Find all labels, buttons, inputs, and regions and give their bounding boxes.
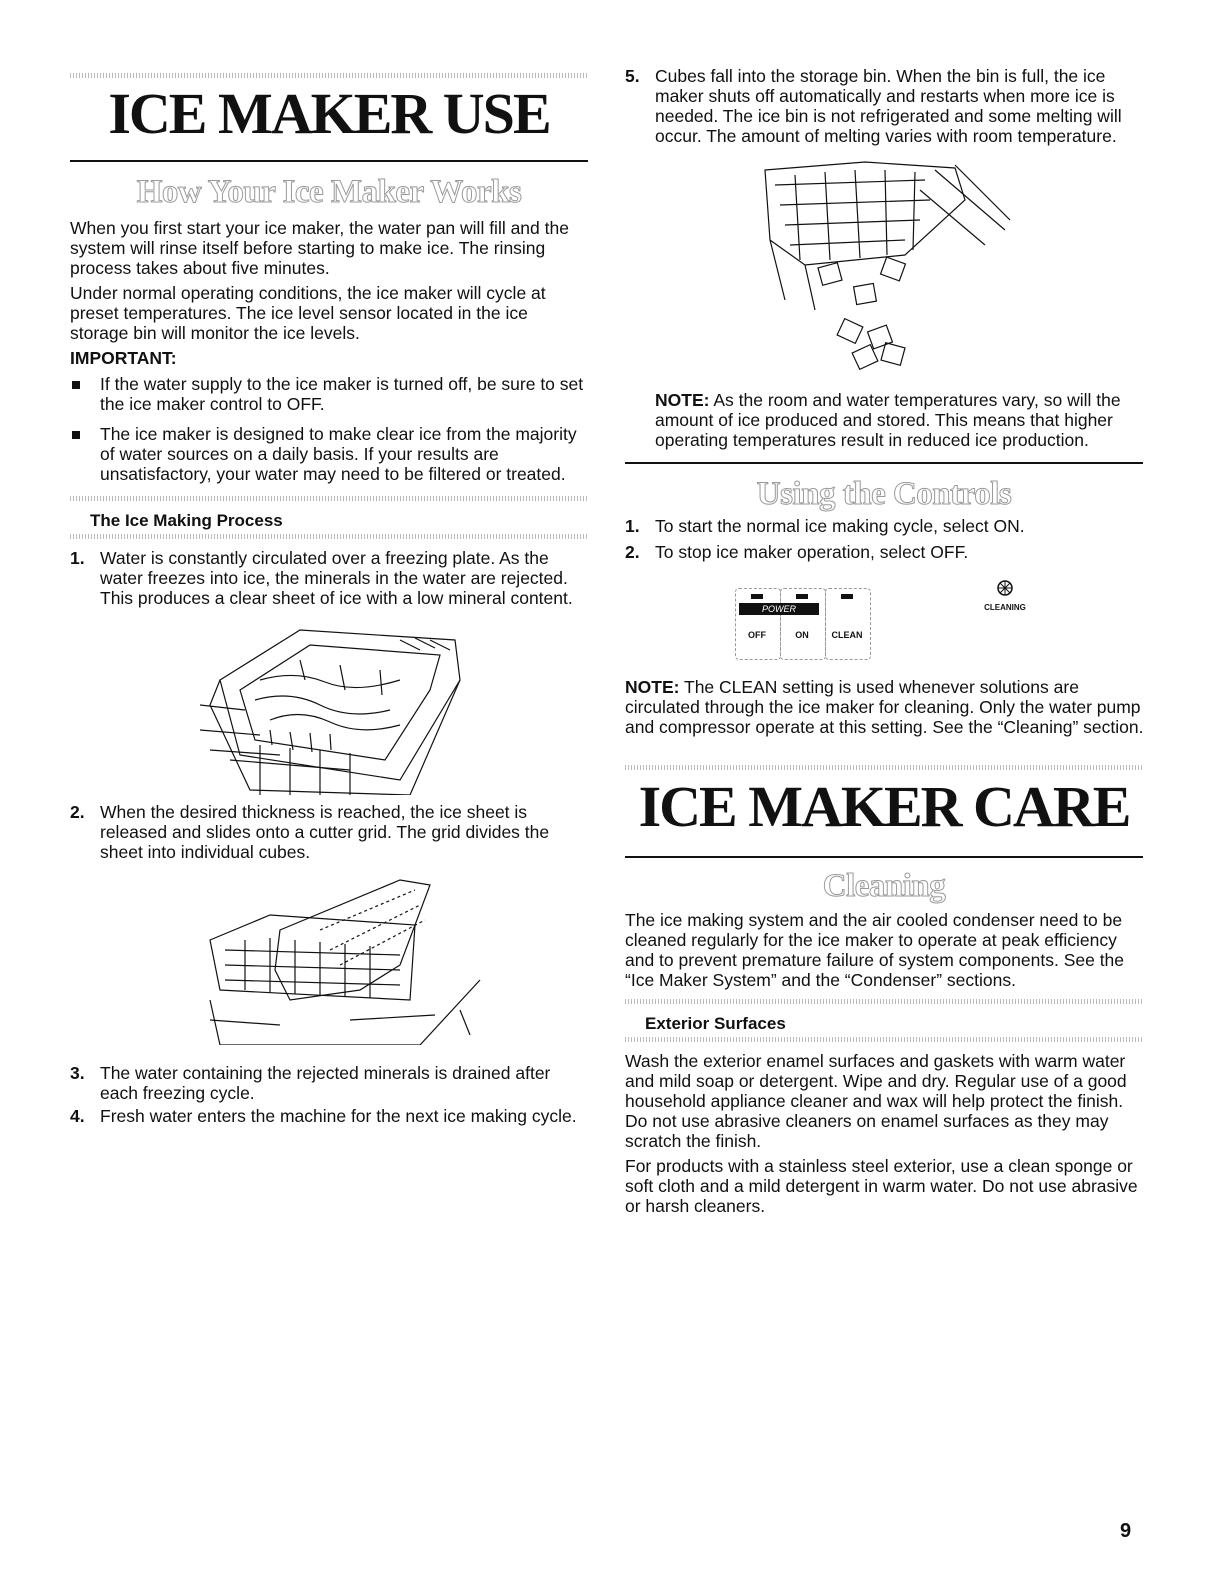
page-title: ICE MAKER USE bbox=[108, 81, 550, 146]
cleaning-light-icon bbox=[995, 578, 1015, 598]
note-1 bbox=[655, 390, 1150, 450]
exterior-heading: Exterior Surfaces bbox=[645, 1014, 786, 1033]
important-label: IMPORTANT: bbox=[70, 348, 177, 368]
step-item bbox=[625, 66, 1145, 146]
bullet-text: The ice maker is designed to make clear ice from the majority of water sources on a daily basis. If your results are unsatisfactory, your water may need to be filtered or treated. bbox=[100, 424, 577, 484]
cleaning-label: CLEANING bbox=[984, 603, 1026, 612]
controls-rule bbox=[625, 462, 1143, 464]
step-item bbox=[70, 1063, 590, 1103]
step-text: When the desired thickness is reached, the ice sheet is released and slides onto a cutter grid. The grid divides the sheet into individual cubes. bbox=[100, 802, 550, 862]
power-label: POWER bbox=[739, 603, 819, 615]
bullet-item bbox=[70, 374, 590, 414]
step-text: Water is constantly circulated over a freezing plate. As the water freezes into ice, the minerals in the water are rejected. This produces a clear sheet of ice with a low mineral content. bbox=[100, 548, 573, 608]
freezing-plate-illustration bbox=[200, 620, 470, 795]
exterior-paragraph-2: For products with a stainless steel exterior, use a clean sponge or soft cloth and a mild detergent in warm water. Do not use abrasive or harsh cleaners. bbox=[625, 1156, 1138, 1216]
on-indicator-icon bbox=[796, 594, 808, 599]
step-text: To stop ice maker operation, select OFF. bbox=[655, 542, 969, 562]
section-bar bbox=[625, 999, 1143, 1004]
intro-paragraph-1: When you first start your ice maker, the water pan will fill and the system will rinse itself before starting to make ice. The rinsing process takes about five minutes. bbox=[70, 218, 569, 278]
step-text: Fresh water enters the machine for the next ice making cycle. bbox=[100, 1106, 577, 1126]
control-panel bbox=[735, 588, 880, 660]
step-text: The water containing the rejected minerals is drained after each freezing cycle. bbox=[100, 1063, 551, 1103]
note-2-text: The CLEAN setting is used whenever solutions are circulated through the ice maker for cleaning. Only the water pump and compressor operate at this setting. See the “Cleaning” section. bbox=[625, 677, 1144, 737]
step-number: 1. bbox=[625, 516, 640, 536]
bullet-text: If the water supply to the ice maker is turned off, be sure to set the ice maker control to OFF. bbox=[100, 374, 584, 414]
step-item bbox=[70, 548, 590, 608]
cleaning-indicator bbox=[970, 578, 1040, 612]
note-1-label: NOTE: bbox=[655, 390, 710, 410]
clean-indicator-icon bbox=[841, 594, 853, 599]
cleaning-heading: Cleaning bbox=[822, 868, 946, 904]
step-item bbox=[70, 802, 590, 862]
care-top-bar bbox=[625, 765, 1143, 770]
controls-heading: Using the Controls bbox=[756, 476, 1012, 512]
step-text: Cubes fall into the storage bin. When the bin is full, the ice maker shuts off automatically and restarts when more ice is needed. The ice bin is not refrigerated and some melting will occur. The amount of melting varies with room temperature. bbox=[655, 66, 1122, 146]
off-label: OFF bbox=[748, 630, 766, 640]
ice-cubes-falling-illustration bbox=[755, 160, 1015, 375]
step-number: 4. bbox=[70, 1106, 85, 1126]
controls-step bbox=[625, 542, 1145, 562]
controls-step bbox=[625, 516, 1145, 536]
step-number: 2. bbox=[70, 802, 85, 822]
step-number: 3. bbox=[70, 1063, 85, 1083]
care-title: ICE MAKER CARE bbox=[638, 774, 1130, 839]
step-number: 5. bbox=[625, 66, 640, 86]
section-bar bbox=[70, 496, 588, 501]
intro-paragraph-2: Under normal operating conditions, the ice maker will cycle at preset temperatures. The ice level sensor located in the ice storage bin will monitor the ice levels. bbox=[70, 283, 546, 343]
page-number: 9 bbox=[1120, 1520, 1132, 1542]
exterior-paragraph-1: Wash the exterior enamel surfaces and gaskets with warm water and mild soap or detergent. Wipe and dry. Regular use of a good household appliance cleaner and wax will help protect the finish. Do not use abrasive cleaners on enamel surfaces as they may scratch the finish. bbox=[625, 1051, 1127, 1151]
process-heading: The Ice Making Process bbox=[90, 511, 283, 530]
section-bar bbox=[625, 1037, 1143, 1042]
off-indicator-icon bbox=[751, 594, 763, 599]
step-text: To start the normal ice making cycle, select ON. bbox=[655, 516, 1025, 536]
step-number: 2. bbox=[625, 542, 640, 562]
title-rule bbox=[70, 160, 588, 162]
step-item bbox=[70, 1106, 590, 1126]
cutter-grid-illustration bbox=[200, 870, 490, 1045]
how-heading: How Your Ice Maker Works bbox=[136, 174, 522, 210]
note-1-text: As the room and water temperatures vary, so will the amount of ice produced and stored. This means that higher operating temperatures result in reduced ice production. bbox=[655, 390, 1121, 450]
title-top-bar bbox=[70, 73, 588, 78]
note-2-label: NOTE: bbox=[625, 677, 680, 697]
clean-label: CLEAN bbox=[831, 630, 863, 640]
cleaning-paragraph: The ice making system and the air cooled condenser need to be cleaned regularly for the ice maker to operate at peak efficiency and to prevent premature failure of system components. See the “Ice Maker System” and the “Condenser” sections. bbox=[625, 910, 1125, 990]
note-2 bbox=[625, 677, 1145, 737]
on-label: ON bbox=[795, 630, 809, 640]
bullet-item bbox=[70, 424, 590, 484]
step-number: 1. bbox=[70, 548, 85, 568]
care-rule bbox=[625, 856, 1143, 858]
section-bar bbox=[70, 534, 588, 539]
bullet-square-icon bbox=[72, 381, 80, 389]
bullet-square-icon bbox=[72, 431, 80, 439]
